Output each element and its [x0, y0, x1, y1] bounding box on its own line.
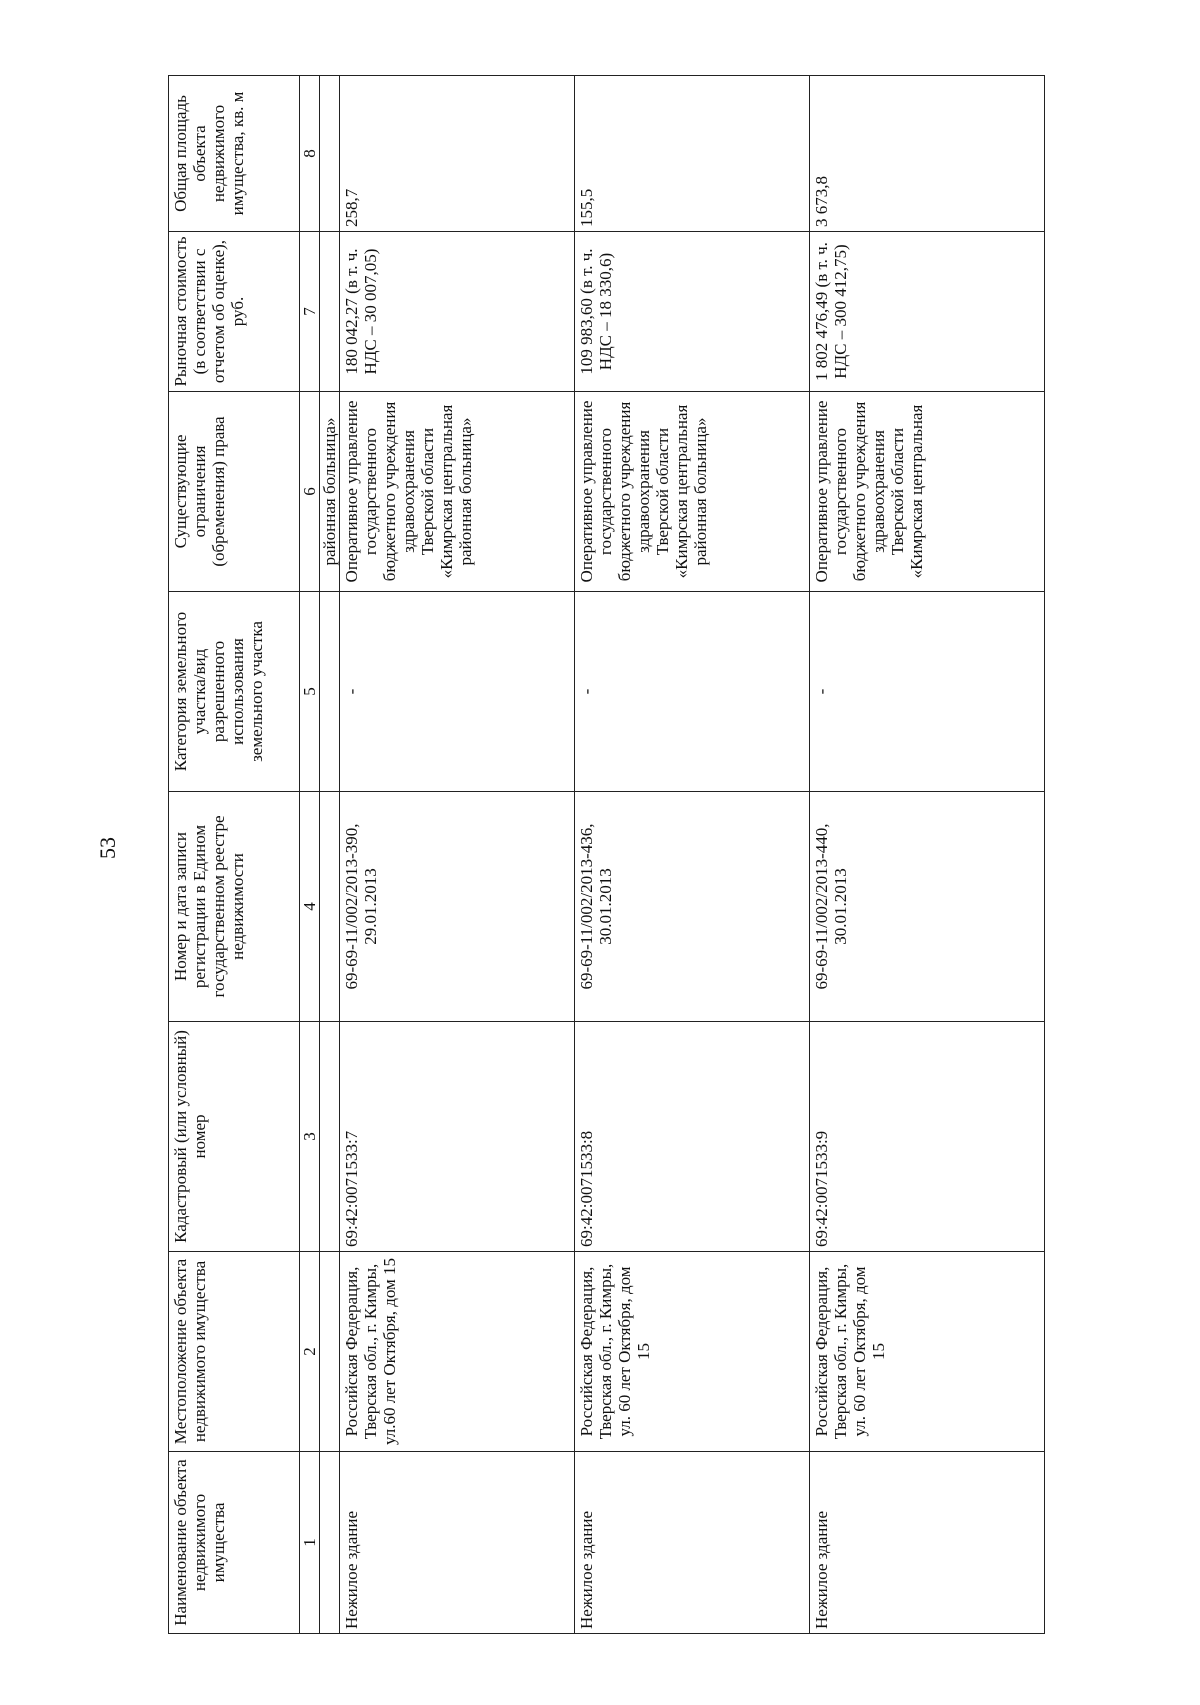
- cell-name: Нежилое здание: [575, 1452, 810, 1634]
- header-area: Общая площадь объекта недвижимого имущества, кв. м: [169, 76, 300, 232]
- column-number: 5: [300, 592, 320, 792]
- cell-cadastral: 69:42:0071533:9: [810, 1022, 1045, 1252]
- cell-category: -: [340, 592, 575, 792]
- empty-cell: [320, 232, 340, 392]
- header-location: Местоположение объекта недвижимого имущества: [169, 1252, 300, 1452]
- cell-area: 155,5: [575, 76, 810, 232]
- cell-location: Российская Федерация, Тверская обл., г. Кимры, ул. 60 лет Октября, дом 15: [810, 1252, 1045, 1452]
- cell-area: 3 673,8: [810, 76, 1045, 232]
- empty-cell: [320, 792, 340, 1022]
- empty-cell: [320, 592, 340, 792]
- cell-value: 109 983,60 (в т. ч. НДС – 18 330,6): [575, 232, 810, 392]
- cell-cadastral: 69:42:0071533:8: [575, 1022, 810, 1252]
- header-category: Категория земельного участка/вид разрешенного использования земельного участка: [169, 592, 300, 792]
- carry-over-text: районная больница»: [320, 392, 340, 592]
- empty-cell: [320, 76, 340, 232]
- column-number-row: [300, 76, 320, 1634]
- empty-cell: [320, 1452, 340, 1634]
- column-number: 1: [300, 1452, 320, 1634]
- header-name: Наименование объекта недвижимого имущества: [169, 1452, 300, 1634]
- header-value: Рыночная стоимость (в соответствии с отчетом об оценке), руб.: [169, 232, 300, 392]
- cell-name: Нежилое здание: [810, 1452, 1045, 1634]
- cell-registration: 69-69-11/002/2013-390, 29.01.2013: [340, 792, 575, 1022]
- page-number: 53: [95, 837, 120, 859]
- cell-location: Российская Федерация, Тверская обл., г. Кимры, ул.60 лет Октября, дом 15: [340, 1252, 575, 1452]
- empty-cell: [320, 1252, 340, 1452]
- cell-area: 258,7: [340, 76, 575, 232]
- cell-restriction: Оперативное управление государственного бюджетного учреждения здравоохранения Тверской области «Кимрская центральная районная больница»: [340, 392, 575, 592]
- cell-registration: 69-69-11/002/2013-436, 30.01.2013: [575, 792, 810, 1022]
- column-number: 3: [300, 1022, 320, 1252]
- cell-location: Российская Федерация, Тверская обл., г. Кимры, ул. 60 лет Октября, дом 15: [575, 1252, 810, 1452]
- column-number: 4: [300, 792, 320, 1022]
- carry-over-row: [320, 76, 340, 1634]
- column-number: 7: [300, 232, 320, 392]
- header-restriction: Существующие ограничения (обременения) права: [169, 392, 300, 592]
- cell-restriction: Оперативное управление государственного бюджетного учреждения здравоохранения Тверской области «Кимрская центральная районная больница»: [575, 392, 810, 592]
- cell-category: -: [575, 592, 810, 792]
- property-table: [168, 75, 1045, 1634]
- column-number: 6: [300, 392, 320, 592]
- cell-value: 180 042,27 (в т. ч. НДС – 30 007,05): [340, 232, 575, 392]
- header-row: [169, 76, 300, 1634]
- cell-name: Нежилое здание: [340, 1452, 575, 1634]
- table-row: [340, 76, 575, 1634]
- empty-cell: [320, 1022, 340, 1252]
- header-cadastral: Кадастровый (или условный) номер: [169, 1022, 300, 1252]
- cell-registration: 69-69-11/002/2013-440, 30.01.2013: [810, 792, 1045, 1022]
- cell-restriction: Оперативное управление государственного бюджетного учреждения здравоохранения Тверской области «Кимрская центральная: [810, 392, 1045, 592]
- header-registration: Номер и дата записи регистрации в Едином государственном реестре недвижимости: [169, 792, 300, 1022]
- cell-value: 1 802 476,49 (в т. ч. НДС – 300 412,75): [810, 232, 1045, 392]
- column-number: 2: [300, 1252, 320, 1452]
- rotated-table-container: [168, 76, 1070, 1634]
- table-row: [575, 76, 810, 1634]
- table-row: [810, 76, 1045, 1634]
- cell-category: -: [810, 592, 1045, 792]
- cell-cadastral: 69:42:0071533:7: [340, 1022, 575, 1252]
- column-number: 8: [300, 76, 320, 232]
